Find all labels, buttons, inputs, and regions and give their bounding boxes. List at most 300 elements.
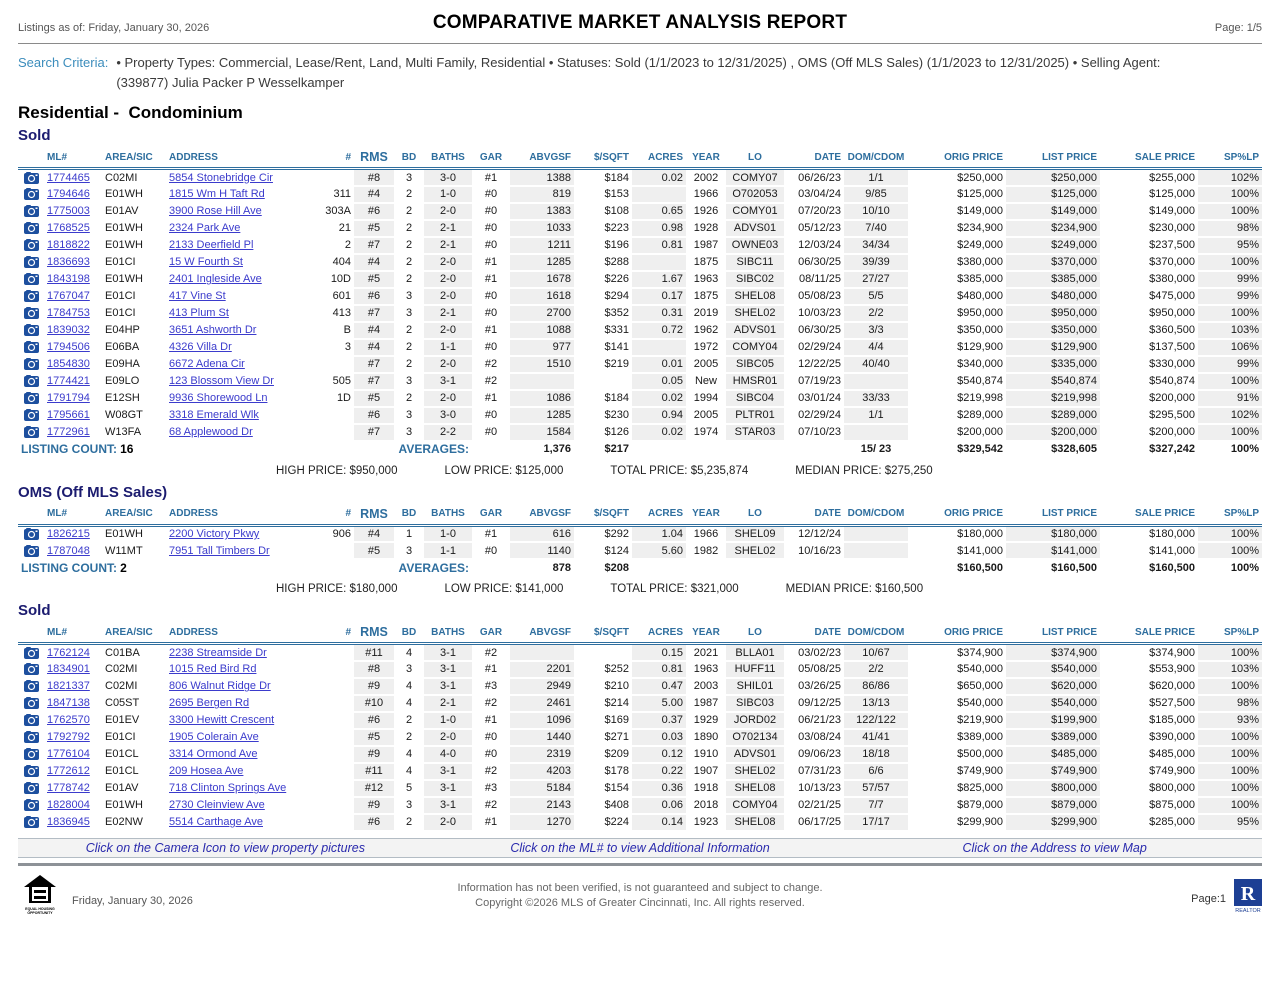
ml-number-link[interactable]: 1828004 bbox=[47, 799, 90, 812]
table-row bbox=[18, 186, 1262, 203]
listing-cell: C02MI bbox=[102, 169, 166, 186]
camera-cell[interactable] bbox=[18, 661, 44, 678]
listing-cell: $210 bbox=[574, 678, 632, 695]
listing-cell: $224 bbox=[574, 814, 632, 831]
listing-cell: $126 bbox=[574, 424, 632, 441]
camera-icon[interactable] bbox=[24, 647, 39, 659]
ml-number-link[interactable]: 1762570 bbox=[47, 714, 90, 727]
ml-number-link[interactable]: 1772961 bbox=[47, 426, 90, 439]
ml-number-link[interactable]: 1843198 bbox=[47, 273, 90, 286]
camera-cell[interactable] bbox=[18, 390, 44, 407]
listing-cell: $879,000 bbox=[908, 797, 1006, 814]
listing-cell: 0.94 bbox=[632, 407, 686, 424]
address-link[interactable]: 7951 Tall Timbers Dr bbox=[169, 544, 270, 557]
camera-icon[interactable] bbox=[24, 799, 39, 811]
camera-cell[interactable] bbox=[18, 407, 44, 424]
listing-cell: 05/12/23 bbox=[784, 220, 844, 237]
camera-icon[interactable] bbox=[24, 816, 39, 828]
listing-cell bbox=[166, 254, 320, 271]
listing-cell: $540,000 bbox=[908, 695, 1006, 712]
camera-cell[interactable] bbox=[18, 305, 44, 322]
avg-dom-cdom bbox=[844, 559, 908, 576]
listing-cell: 2-0 bbox=[424, 271, 472, 288]
column-header: RMS bbox=[354, 624, 394, 644]
column-header: GAR bbox=[472, 624, 510, 644]
listing-cell: $219,998 bbox=[908, 390, 1006, 407]
address-link[interactable]: 2401 Ingleside Ave bbox=[169, 273, 262, 286]
column-header: LIST PRICE bbox=[1006, 506, 1100, 526]
column-header: SP%LP bbox=[1198, 149, 1262, 169]
ml-number-link[interactable]: 1836945 bbox=[47, 816, 90, 829]
listing-cell: 0.12 bbox=[632, 746, 686, 763]
listing-cell: $141 bbox=[574, 339, 632, 356]
camera-icon[interactable] bbox=[24, 358, 39, 370]
listing-cell bbox=[574, 644, 632, 661]
listing-cell: #4 bbox=[354, 525, 394, 542]
summary-value: $160,500 bbox=[875, 583, 924, 596]
table-row bbox=[18, 322, 1262, 339]
camera-cell[interactable] bbox=[18, 169, 44, 186]
listing-cell: O702053 bbox=[726, 186, 784, 203]
listing-cell: $237,500 bbox=[1100, 237, 1198, 254]
listing-cell: $230 bbox=[574, 407, 632, 424]
camera-cell[interactable] bbox=[18, 339, 44, 356]
listing-cell: 2949 bbox=[510, 678, 574, 695]
listing-cell: 2-0 bbox=[424, 203, 472, 220]
listing-cell bbox=[44, 763, 102, 780]
disclaimer-line-2: Copyright ©2026 MLS of Greater Cincinnati, Inc. All rights reserved. bbox=[475, 897, 805, 910]
table-row bbox=[18, 729, 1262, 746]
ml-number-link[interactable]: 1836693 bbox=[47, 256, 90, 269]
summary-item bbox=[610, 583, 738, 595]
listing-cell: $500,000 bbox=[908, 746, 1006, 763]
camera-cell[interactable] bbox=[18, 814, 44, 831]
listing-cell: #4 bbox=[354, 254, 394, 271]
table-row bbox=[18, 390, 1262, 407]
listing-count-label: LISTING COUNT: bbox=[21, 560, 117, 575]
listing-cell: 3 bbox=[394, 373, 424, 390]
listing-cell: $408 bbox=[574, 797, 632, 814]
camera-icon[interactable] bbox=[24, 748, 39, 760]
column-header: $/SQFT bbox=[574, 624, 632, 644]
listing-cell: 1923 bbox=[686, 814, 726, 831]
address-link[interactable]: 2133 Deerfield Pl bbox=[169, 239, 254, 252]
address-link[interactable]: 3300 Hewitt Crescent bbox=[169, 714, 275, 727]
camera-icon[interactable] bbox=[24, 697, 39, 709]
listing-cell: 5/5 bbox=[844, 288, 908, 305]
camera-cell[interactable] bbox=[18, 254, 44, 271]
camera-icon[interactable] bbox=[24, 426, 39, 438]
column-header: YEAR bbox=[686, 149, 726, 169]
listing-cell: 1211 bbox=[510, 237, 574, 254]
listing-cell: 3-1 bbox=[424, 797, 472, 814]
camera-cell[interactable] bbox=[18, 780, 44, 797]
listing-cell: 03/26/25 bbox=[784, 678, 844, 695]
ml-number-link[interactable]: 1791794 bbox=[47, 392, 90, 405]
ml-number-link[interactable]: 1834901 bbox=[47, 663, 90, 676]
address-link[interactable]: 3900 Rose Hill Ave bbox=[169, 205, 262, 218]
table-row bbox=[18, 288, 1262, 305]
listing-cell: 06/17/25 bbox=[784, 814, 844, 831]
listing-cell: $540,874 bbox=[1100, 373, 1198, 390]
avg-dom-cdom: 15/ 23 bbox=[844, 441, 908, 458]
ml-number-link[interactable]: 1772612 bbox=[47, 765, 90, 778]
address-link[interactable]: 5854 Stonebridge Cir bbox=[169, 171, 273, 184]
listing-cell: 1994 bbox=[686, 390, 726, 407]
listing-cell: 06/30/25 bbox=[784, 322, 844, 339]
listing-cell: 1987 bbox=[686, 695, 726, 712]
camera-cell[interactable] bbox=[18, 288, 44, 305]
listing-cell: 3/3 bbox=[844, 322, 908, 339]
listing-cell: 98% bbox=[1198, 220, 1262, 237]
disclaimer-line-1: Information has not been verified, is not guaranteed and subject to change. bbox=[457, 881, 823, 894]
column-header: RMS bbox=[354, 506, 394, 526]
summary-label: HIGH PRICE: bbox=[276, 583, 347, 596]
column-header: ACRES bbox=[632, 624, 686, 644]
address-link[interactable]: 2695 Bergen Rd bbox=[169, 697, 250, 710]
listing-cell: 1678 bbox=[510, 271, 574, 288]
listing-cell bbox=[632, 339, 686, 356]
listing-cell: 1-1 bbox=[424, 339, 472, 356]
ml-number-link[interactable]: 1774465 bbox=[47, 171, 90, 184]
search-criteria bbox=[18, 53, 1262, 93]
listing-cell: 1618 bbox=[510, 288, 574, 305]
listing-cell: 819 bbox=[510, 186, 574, 203]
camera-cell[interactable] bbox=[18, 644, 44, 661]
address-link[interactable]: 2200 Victory Pkwy bbox=[169, 528, 260, 541]
listing-cell bbox=[166, 390, 320, 407]
address-link[interactable]: 2324 Park Ave bbox=[169, 222, 241, 235]
camera-icon[interactable] bbox=[24, 172, 39, 184]
summary-item bbox=[444, 465, 563, 477]
listing-cell bbox=[632, 186, 686, 203]
camera-cell[interactable] bbox=[18, 356, 44, 373]
equal-housing-house-icon bbox=[23, 874, 57, 908]
listing-cell: $352 bbox=[574, 305, 632, 322]
listing-cell: 1875 bbox=[686, 254, 726, 271]
address-link[interactable]: 417 Vine St bbox=[169, 290, 226, 303]
ml-number-link[interactable]: 1839032 bbox=[47, 324, 90, 337]
camera-cell[interactable] bbox=[18, 746, 44, 763]
camera-cell[interactable] bbox=[18, 797, 44, 814]
ml-number-link[interactable]: 1821337 bbox=[47, 680, 90, 693]
listing-cell bbox=[166, 373, 320, 390]
listing-cell: 12/22/25 bbox=[784, 356, 844, 373]
listing-cell bbox=[44, 373, 102, 390]
camera-icon[interactable] bbox=[24, 375, 39, 387]
listing-cell: #0 bbox=[472, 203, 510, 220]
camera-icon[interactable] bbox=[24, 188, 39, 200]
listing-cell: $285,000 bbox=[1100, 814, 1198, 831]
realtor-logo bbox=[1234, 879, 1262, 915]
ml-number-link[interactable]: 1787048 bbox=[47, 544, 90, 557]
listing-cell: E01CI bbox=[102, 305, 166, 322]
listing-cell: 1285 bbox=[510, 407, 574, 424]
address-link[interactable]: 68 Applewood Dr bbox=[169, 426, 253, 439]
address-link[interactable]: 5514 Carthage Ave bbox=[169, 816, 263, 829]
camera-icon[interactable] bbox=[24, 256, 39, 268]
listing-cell: $380,000 bbox=[1100, 271, 1198, 288]
listing-cell: C02MI bbox=[102, 661, 166, 678]
ml-number-link[interactable]: 1776104 bbox=[47, 748, 90, 761]
listing-cell: 0.47 bbox=[632, 678, 686, 695]
ml-number-link[interactable]: 1854830 bbox=[47, 358, 90, 371]
listing-cell: O702134 bbox=[726, 729, 784, 746]
camera-cell[interactable] bbox=[18, 712, 44, 729]
camera-cell[interactable] bbox=[18, 186, 44, 203]
listing-cell: ADVS01 bbox=[726, 746, 784, 763]
listing-cell: 2143 bbox=[510, 797, 574, 814]
address-link[interactable]: 413 Plum St bbox=[169, 307, 229, 320]
listing-cell: $196 bbox=[574, 237, 632, 254]
listing-cell: #12 bbox=[354, 780, 394, 797]
camera-icon[interactable] bbox=[24, 341, 39, 353]
listing-cell: 03/02/23 bbox=[784, 644, 844, 661]
listing-cell: 2 bbox=[394, 322, 424, 339]
listing-cell: 1928 bbox=[686, 220, 726, 237]
listing-cell: #5 bbox=[354, 220, 394, 237]
listing-cell: $178 bbox=[574, 763, 632, 780]
listing-cell bbox=[166, 542, 320, 559]
address-link[interactable]: 6672 Adena Cir bbox=[169, 358, 245, 371]
listing-cell: 10/67 bbox=[844, 644, 908, 661]
ml-number-link[interactable]: 1768525 bbox=[47, 222, 90, 235]
address-link[interactable]: 3314 Ormond Ave bbox=[169, 748, 258, 761]
listing-cell bbox=[166, 797, 320, 814]
address-link[interactable]: 718 Clinton Springs Ave bbox=[169, 782, 287, 795]
camera-icon[interactable] bbox=[24, 222, 39, 234]
listing-cell: $480,000 bbox=[1006, 288, 1100, 305]
listing-cell: STAR03 bbox=[726, 424, 784, 441]
ml-number-link[interactable]: 1792792 bbox=[47, 731, 90, 744]
listing-cell bbox=[320, 542, 354, 559]
ml-number-link[interactable]: 1774421 bbox=[47, 375, 90, 388]
address-link[interactable]: 1815 Wm H Taft Rd bbox=[169, 188, 265, 201]
address-link[interactable]: 1905 Colerain Ave bbox=[169, 731, 259, 744]
listing-cell bbox=[166, 678, 320, 695]
listing-cell: 02/29/24 bbox=[784, 407, 844, 424]
table-row bbox=[18, 695, 1262, 712]
listing-cell: $374,900 bbox=[1100, 644, 1198, 661]
listing-cell: 2-1 bbox=[424, 220, 472, 237]
camera-icon[interactable] bbox=[24, 205, 39, 217]
listing-cell: #0 bbox=[472, 305, 510, 322]
address-link[interactable]: 15 W Fourth St bbox=[169, 256, 243, 269]
avg-orig-price: $160,500 bbox=[908, 559, 1006, 576]
camera-cell[interactable] bbox=[18, 203, 44, 220]
listing-cell: #1 bbox=[472, 661, 510, 678]
camera-cell[interactable] bbox=[18, 678, 44, 695]
listing-cell: $149,000 bbox=[1100, 203, 1198, 220]
listing-cell: $620,000 bbox=[1006, 678, 1100, 695]
ml-number-link[interactable]: 1818822 bbox=[47, 239, 90, 252]
listing-cell: C02MI bbox=[102, 678, 166, 695]
listing-cell: $249,000 bbox=[1006, 237, 1100, 254]
camera-icon[interactable] bbox=[24, 307, 39, 319]
summary-value: $275,250 bbox=[884, 464, 933, 477]
camera-icon[interactable] bbox=[24, 290, 39, 302]
address-link[interactable]: 3318 Emerald Wlk bbox=[169, 409, 259, 422]
listing-cell: $350,000 bbox=[908, 322, 1006, 339]
listing-cell: #0 bbox=[472, 220, 510, 237]
listing-cell: 100% bbox=[1198, 746, 1262, 763]
listing-cell: 413 bbox=[320, 305, 354, 322]
listing-cell bbox=[44, 322, 102, 339]
listing-cell: #2 bbox=[472, 373, 510, 390]
listing-cell: 1-0 bbox=[424, 525, 472, 542]
listing-cell: $950,000 bbox=[1100, 305, 1198, 322]
camera-cell[interactable] bbox=[18, 763, 44, 780]
sold-listings-table-2 bbox=[18, 624, 1262, 832]
listing-cell: $219 bbox=[574, 356, 632, 373]
listing-cell: ADVS01 bbox=[726, 220, 784, 237]
address-link[interactable]: 3651 Ashworth Dr bbox=[169, 324, 257, 337]
listing-cell: $540,874 bbox=[908, 373, 1006, 390]
section-title: Residential - Condominium bbox=[18, 103, 243, 123]
avg-orig-price: $329,542 bbox=[908, 441, 1006, 458]
summary-item bbox=[276, 583, 397, 595]
ml-number-link[interactable]: 1778742 bbox=[47, 782, 90, 795]
column-header: LO bbox=[726, 506, 784, 526]
ml-number-link[interactable]: 1826215 bbox=[47, 528, 90, 541]
ml-number-link[interactable]: 1767047 bbox=[47, 290, 90, 303]
listing-cell bbox=[844, 424, 908, 441]
column-header: LO bbox=[726, 149, 784, 169]
listing-cell: 1/1 bbox=[844, 407, 908, 424]
listing-cell: SHEL08 bbox=[726, 780, 784, 797]
listing-cell: $749,900 bbox=[908, 763, 1006, 780]
camera-icon[interactable] bbox=[24, 392, 39, 404]
listing-cell: 2 bbox=[394, 237, 424, 254]
camera-icon[interactable] bbox=[24, 273, 39, 285]
listing-cell bbox=[44, 797, 102, 814]
camera-icon[interactable] bbox=[24, 409, 39, 421]
listing-cell bbox=[44, 746, 102, 763]
listing-cell: $340,000 bbox=[908, 356, 1006, 373]
camera-cell[interactable] bbox=[18, 542, 44, 559]
camera-cell[interactable] bbox=[18, 271, 44, 288]
camera-cell[interactable] bbox=[18, 525, 44, 542]
listing-cell bbox=[166, 186, 320, 203]
listing-cell: #11 bbox=[354, 644, 394, 661]
instruction-address: Click on the Address to view Map bbox=[962, 840, 1147, 855]
camera-icon[interactable] bbox=[24, 528, 39, 540]
camera-cell[interactable] bbox=[18, 373, 44, 390]
address-link[interactable]: 4326 Villa Dr bbox=[169, 341, 232, 354]
listing-cell: OWNE03 bbox=[726, 237, 784, 254]
listing-cell bbox=[166, 746, 320, 763]
camera-cell[interactable] bbox=[18, 424, 44, 441]
listing-cell: 977 bbox=[510, 339, 574, 356]
listing-cell: 2-1 bbox=[424, 305, 472, 322]
column-header: ABVGSF bbox=[510, 624, 574, 644]
listing-cell: #2 bbox=[472, 797, 510, 814]
column-header: DOM/CDOM bbox=[844, 149, 908, 169]
camera-cell[interactable] bbox=[18, 695, 44, 712]
listing-cell: SIBC05 bbox=[726, 356, 784, 373]
listing-cell: 100% bbox=[1198, 186, 1262, 203]
ml-number-link[interactable]: 1794506 bbox=[47, 341, 90, 354]
listing-cell bbox=[844, 542, 908, 559]
listing-cell: 2 bbox=[394, 186, 424, 203]
sold-section-2 bbox=[18, 602, 1262, 832]
listing-cell: 106% bbox=[1198, 339, 1262, 356]
summary-item bbox=[610, 465, 748, 477]
listing-cell: 1510 bbox=[510, 356, 574, 373]
camera-cell[interactable] bbox=[18, 220, 44, 237]
listing-cell: $825,000 bbox=[908, 780, 1006, 797]
camera-cell[interactable] bbox=[18, 729, 44, 746]
ml-number-link[interactable]: 1794646 bbox=[47, 188, 90, 201]
camera-icon[interactable] bbox=[24, 680, 39, 692]
column-header: ORIG PRICE bbox=[908, 624, 1006, 644]
address-link[interactable]: 209 Hosea Ave bbox=[169, 765, 244, 778]
camera-cell[interactable] bbox=[18, 322, 44, 339]
table-row bbox=[18, 254, 1262, 271]
address-link[interactable]: 1015 Red Bird Rd bbox=[169, 663, 257, 676]
listing-cell: 2 bbox=[320, 237, 354, 254]
listing-cell: $223 bbox=[574, 220, 632, 237]
listing-cell bbox=[44, 814, 102, 831]
listing-cell: HMSR01 bbox=[726, 373, 784, 390]
column-header: ACRES bbox=[632, 149, 686, 169]
address-link[interactable]: 9936 Shorewood Ln bbox=[169, 392, 268, 405]
ml-number-link[interactable]: 1775003 bbox=[47, 205, 90, 218]
column-header: ML# bbox=[44, 506, 102, 526]
listing-cell bbox=[844, 373, 908, 390]
listing-cell: $299,900 bbox=[1006, 814, 1100, 831]
listing-cell: $390,000 bbox=[1100, 729, 1198, 746]
listing-cell: $875,000 bbox=[1100, 797, 1198, 814]
listing-cell: 5184 bbox=[510, 780, 574, 797]
listing-cell: 2 bbox=[394, 729, 424, 746]
listing-cell: 1963 bbox=[686, 661, 726, 678]
camera-icon[interactable] bbox=[24, 731, 39, 743]
address-link[interactable]: 806 Walnut Ridge Dr bbox=[169, 680, 271, 693]
camera-icon[interactable] bbox=[24, 239, 39, 251]
listing-cell: $250,000 bbox=[908, 169, 1006, 186]
ml-number-link[interactable]: 1784753 bbox=[47, 307, 90, 320]
camera-icon[interactable] bbox=[24, 782, 39, 794]
listing-cell: 99% bbox=[1198, 356, 1262, 373]
camera-icon[interactable] bbox=[24, 663, 39, 675]
camera-cell[interactable] bbox=[18, 237, 44, 254]
listing-cell: $749,900 bbox=[1006, 763, 1100, 780]
camera-icon[interactable] bbox=[24, 545, 39, 557]
listing-cell: 95% bbox=[1198, 814, 1262, 831]
address-link[interactable]: 2238 Streamside Dr bbox=[169, 646, 267, 659]
listing-cell: $299,900 bbox=[908, 814, 1006, 831]
listing-cell: 3 bbox=[394, 169, 424, 186]
ml-number-link[interactable]: 1762124 bbox=[47, 646, 90, 659]
camera-icon[interactable] bbox=[24, 765, 39, 777]
camera-icon[interactable] bbox=[24, 714, 39, 726]
address-link[interactable]: 123 Blossom View Dr bbox=[169, 375, 274, 388]
sold-section bbox=[18, 127, 1262, 477]
camera-icon[interactable] bbox=[24, 324, 39, 336]
listing-cell: 2-0 bbox=[424, 390, 472, 407]
ml-number-link[interactable]: 1795661 bbox=[47, 409, 90, 422]
listing-cell: #7 bbox=[354, 237, 394, 254]
address-link[interactable]: 2730 Cleinview Ave bbox=[169, 799, 265, 812]
listing-cell: COMY04 bbox=[726, 339, 784, 356]
listing-cell: #7 bbox=[354, 424, 394, 441]
listing-cell bbox=[166, 271, 320, 288]
ml-number-link[interactable]: 1847138 bbox=[47, 697, 90, 710]
column-header: SALE PRICE bbox=[1100, 624, 1198, 644]
listing-cell bbox=[166, 712, 320, 729]
listing-cell: $154 bbox=[574, 780, 632, 797]
